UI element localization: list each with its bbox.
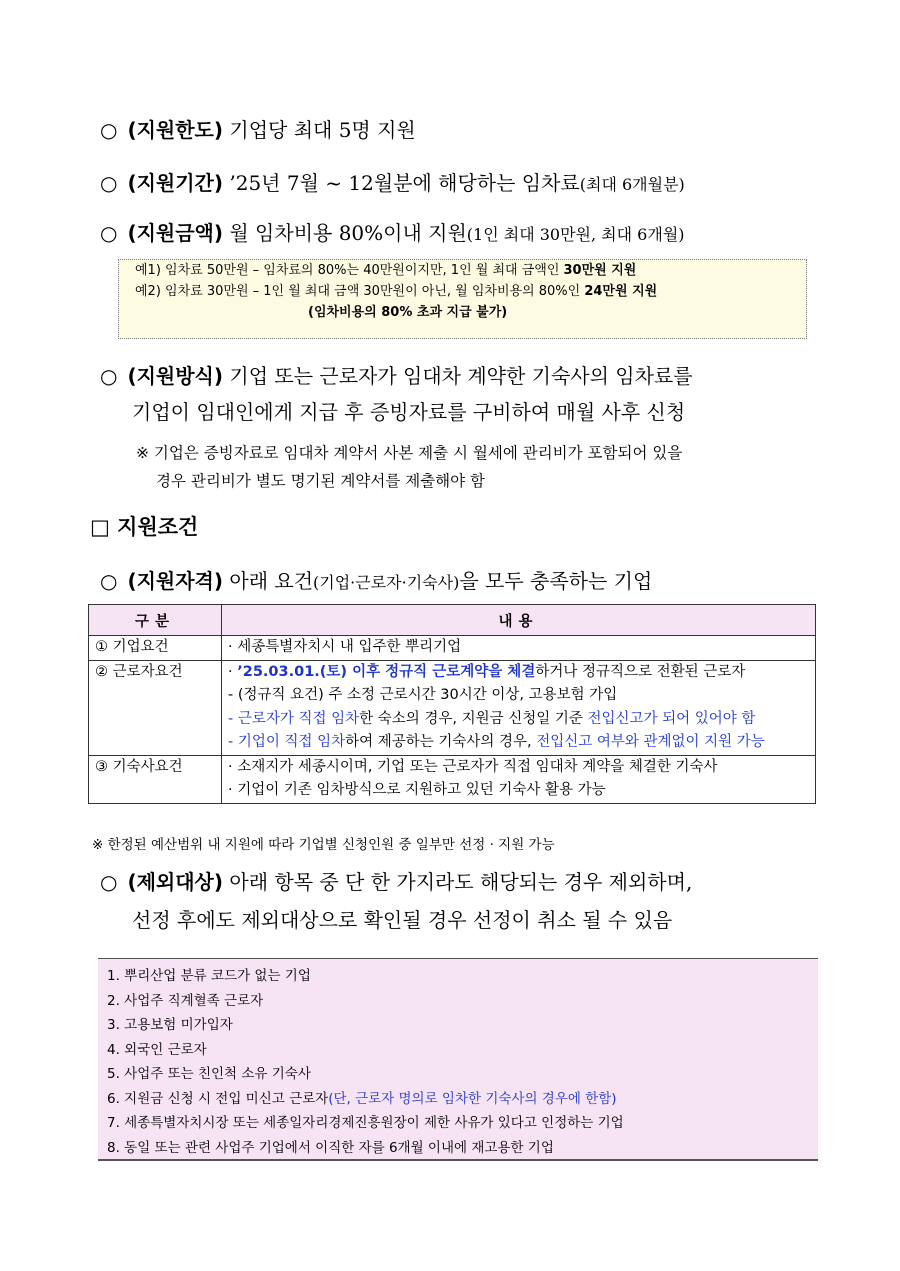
- example-line-1: [119, 260, 806, 281]
- circle-bullet-icon: ○: [100, 870, 118, 894]
- item-label: (지원금액): [127, 221, 224, 245]
- circle-bullet-icon: ○: [100, 118, 118, 142]
- row-content: [222, 636, 816, 661]
- table-row: [89, 636, 816, 661]
- item-text: 기업 또는 근로자가 임대차 계약한 기숙사의 임차료를: [223, 364, 693, 388]
- circle-bullet-icon: ○: [100, 569, 118, 593]
- example-text: 예1) 임차료 50만원 – 임차료의 80%는 40만원이지만, 1인 월 최대 금액인: [135, 263, 564, 278]
- content-line: · 기업이 기존 임차방식으로 지원하고 있던 기숙사 활용 가능: [228, 782, 606, 798]
- circle-bullet-icon: ○: [100, 364, 118, 388]
- content-line: - (정규직 요건) 주 소정 근로시간 30시간 이상, 고용보험 가입: [228, 687, 618, 703]
- list-item: 8. 동일 또는 관련 사업주 기업에서 이직한 자를 6개월 이내에 재고용한 기업: [107, 1139, 554, 1156]
- example-line-2: [119, 281, 806, 302]
- item-text: 아래 요건: [223, 569, 314, 593]
- highlight-text: 전입신고 여부와 관계없이 지원 가능: [536, 734, 765, 750]
- item-small-text: (최대 6개월분): [579, 175, 685, 194]
- category-label: ③ 기숙사요건: [95, 758, 183, 775]
- highlight-text: ’25.03.01.(토) 이후 정규직 근로계약을 체결: [237, 663, 536, 680]
- item-support-period: [100, 167, 685, 196]
- row-category: [89, 755, 222, 803]
- conditions-table: [88, 604, 816, 804]
- content-line: [228, 661, 809, 685]
- content-text: 한 숙소의 경우, 지원금 신청일 기준: [359, 710, 588, 727]
- list-item: 2. 사업주 직계혈족 근로자: [107, 992, 264, 1009]
- table-header-row: [89, 605, 816, 636]
- item-label: (제외대상): [127, 870, 224, 894]
- list-item-text: 6. 지원금 신청 시 전입 미신고 근로자: [107, 1090, 329, 1107]
- category-label: ② 근로자요건: [95, 663, 183, 680]
- category-label: ① 기업요건: [95, 639, 169, 655]
- header-category: 구분: [89, 605, 222, 636]
- item-label: (지원방식): [127, 364, 224, 388]
- row-content: [222, 755, 816, 803]
- example-line-3: [119, 302, 806, 323]
- item-small-text: (1인 최대 30만원, 최대 6개월): [466, 225, 685, 244]
- example-bold: 30만원 지원: [563, 263, 637, 278]
- content-line: · 세종특별자치시 내 입주한 뿌리기업: [228, 639, 462, 655]
- item-support-limit: [100, 114, 416, 143]
- example-box: [118, 259, 807, 339]
- example-bold: 24만원 지원: [584, 284, 658, 299]
- item-exclusion-line2: 선정 후에도 제외대상으로 확인될 경우 선정이 취소 될 수 있음: [132, 908, 673, 932]
- example-text: 예2) 임차료 30만원 – 1인 월 최대 금액 30만원이 아닌, 월 임차비용의 80%인: [135, 284, 585, 299]
- item-text: 월 임차비용 80%이내 지원: [223, 221, 467, 245]
- method-note-line1: ※ 기업은 증빙자료로 임대차 계약서 사본 제출 시 월세에 관리비가 포함되어 있을: [136, 444, 683, 462]
- item-label: (지원기간): [127, 171, 224, 195]
- item-exclusion: [100, 866, 692, 895]
- circle-bullet-icon: ○: [100, 221, 118, 245]
- exclusion-list-box: [98, 958, 818, 1161]
- content-line: [228, 731, 809, 755]
- table-row: [89, 755, 816, 803]
- content-line: [228, 708, 809, 732]
- item-support-method-line2: 기업이 임대인에게 지급 후 증빙자료를 구비하여 매월 사후 신청: [132, 400, 686, 424]
- list-item: 7. 세종특별자치시장 또는 세종일자리경제진흥원장이 제한 사유가 있다고 인정하는 기업: [107, 1115, 624, 1131]
- content-line: · 소재지가 세종시이며, 기업 또는 근로자가 직접 임대차 계약을 체결한 기숙사: [228, 758, 718, 775]
- example-bold: (임차비용의 80% 초과 지급 불가): [308, 305, 508, 320]
- content-text: 하거나 정규직으로 전환된 근로자: [535, 663, 746, 680]
- list-item: [98, 1087, 818, 1112]
- list-item: 3. 고용보험 미가입자: [107, 1017, 233, 1033]
- table-note: ※ 한정된 예산범위 내 지원에 따라 기업별 신청인원 중 일부만 선정 · 지원 가능: [92, 837, 555, 853]
- list-item: 4. 외국인 근로자: [107, 1041, 207, 1058]
- content-text: 하여 제공하는 기숙사의 경우,: [345, 734, 537, 750]
- item-qualification: [100, 565, 652, 594]
- item-label: (지원자격): [127, 569, 224, 593]
- list-item: 1. 뿌리산업 분류 코드가 없는 기업: [107, 968, 311, 984]
- item-text: 을 모두 충족하는 기업: [459, 569, 653, 593]
- item-support-method: [100, 360, 693, 389]
- table-row: [89, 660, 816, 755]
- item-small-text: (기업·근로자·기숙사): [313, 573, 460, 592]
- item-text: 기업당 최대 5명 지원: [223, 118, 416, 142]
- row-category: [89, 636, 222, 661]
- item-support-amount: [100, 217, 685, 246]
- content-text: ·: [228, 663, 238, 680]
- highlight-text: - 근로자가 직접 임차: [228, 710, 360, 727]
- row-category: [89, 660, 222, 755]
- method-note-line2: 경우 관리비가 별도 명기된 계약서를 제출해야 함: [156, 472, 486, 490]
- highlight-text: - 기업이 직접 임차: [228, 734, 346, 750]
- header-content: 내용: [222, 605, 816, 636]
- item-text: 아래 항목 중 단 한 가지라도 해당되는 경우 제외하며,: [223, 870, 693, 894]
- circle-bullet-icon: ○: [100, 171, 118, 195]
- list-item: 5. 사업주 또는 친인척 소유 기숙사: [107, 1066, 311, 1082]
- row-content: [222, 660, 816, 755]
- section-title: □ 지원조건: [90, 515, 199, 539]
- highlight-text: 전입신고가 되어 있어야 함: [587, 710, 756, 727]
- item-text: ’25년 7월 ~ 12월분에 해당하는 임차료: [223, 171, 580, 195]
- list-item-note: (단, 근로자 명의로 임차한 기숙사의 경우에 한함): [328, 1090, 617, 1107]
- item-label: (지원한도): [127, 118, 224, 142]
